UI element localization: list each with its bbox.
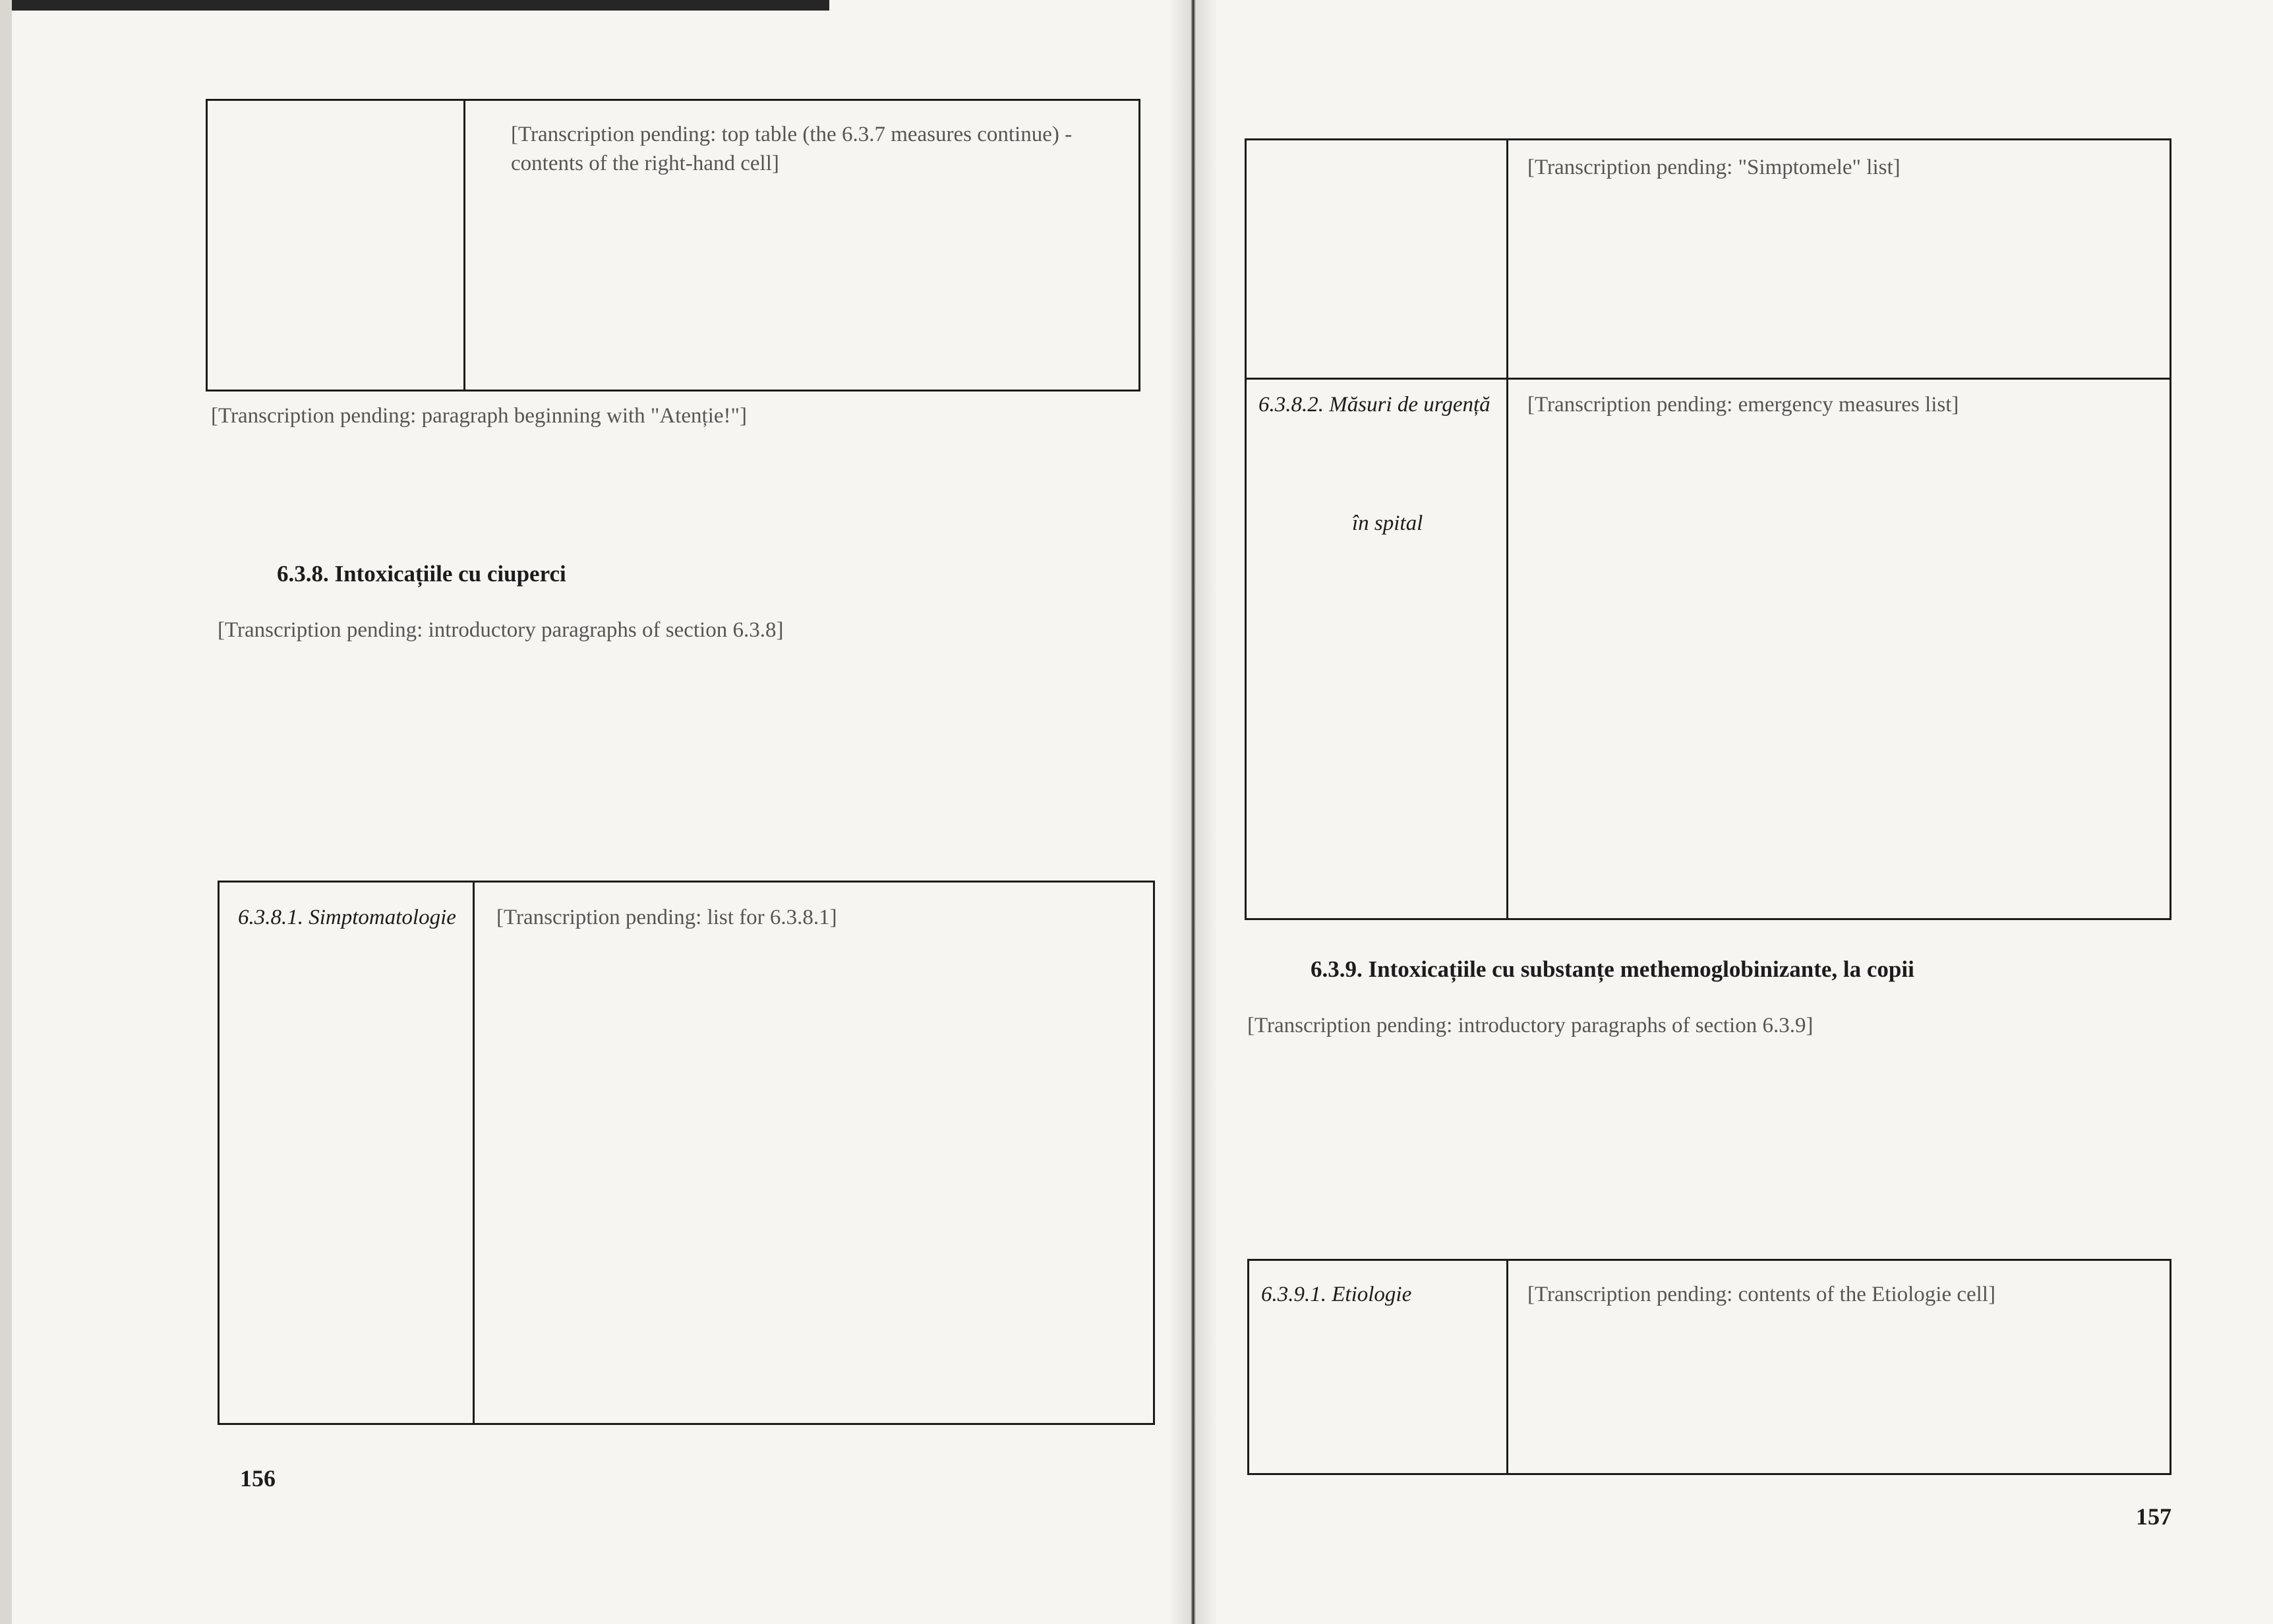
section-heading-6-3-9: 6.3.9. Intoxicațiile cu substanțe methemoglobinizante, la copii bbox=[1311, 956, 1914, 982]
symptoms-table-text: [Transcription pending: list for 6.3.8.1] bbox=[496, 906, 837, 929]
measures-text: [Transcription pending: emergency measures list] bbox=[1527, 393, 1959, 417]
warning-paragraph: [Transcription pending: paragraph beginning with "Atenție!"] bbox=[211, 404, 747, 428]
etiology-table bbox=[1247, 1259, 2171, 1475]
table-divider bbox=[473, 883, 475, 1423]
hospital-label: în spital bbox=[1352, 511, 1423, 535]
table-divider bbox=[1506, 140, 1508, 918]
symptoms-text: [Transcription pending: "Simptomele" list] bbox=[1527, 156, 1901, 179]
top-table bbox=[206, 99, 1140, 392]
right-page bbox=[1193, 0, 2273, 1624]
symptoms-table bbox=[218, 881, 1155, 1425]
etiology-text: [Transcription pending: contents of the Etiologie cell] bbox=[1527, 1283, 1995, 1306]
top-table-text: [Transcription pending: top table (the 6.3.7 measures continue) - contents of the right-hand cell] bbox=[511, 123, 1073, 175]
table-row-divider bbox=[1247, 378, 2170, 380]
table-label-6-3-9-1: 6.3.9.1. Etiologie bbox=[1261, 1283, 1412, 1306]
table-divider bbox=[1506, 1261, 1508, 1473]
page-number: 157 bbox=[2136, 1503, 2171, 1530]
table-label-6-3-8-2: 6.3.8.2. Măsuri de urgență bbox=[1258, 393, 1491, 417]
page-number: 156 bbox=[240, 1465, 276, 1492]
intro-paragraphs: [Transcription pending: introductory paragraphs of section 6.3.8] bbox=[218, 618, 784, 642]
table-divider bbox=[463, 101, 465, 390]
intro-paragraphs: [Transcription pending: introductory paragraphs of section 6.3.9] bbox=[1247, 1014, 1814, 1037]
symptoms-measures-table bbox=[1245, 138, 2171, 920]
table-label-6-3-8-1: 6.3.8.1. Simptomatologie bbox=[238, 906, 456, 929]
section-heading-6-3-8: 6.3.8. Intoxicațiile cu ciuperci bbox=[277, 561, 566, 587]
